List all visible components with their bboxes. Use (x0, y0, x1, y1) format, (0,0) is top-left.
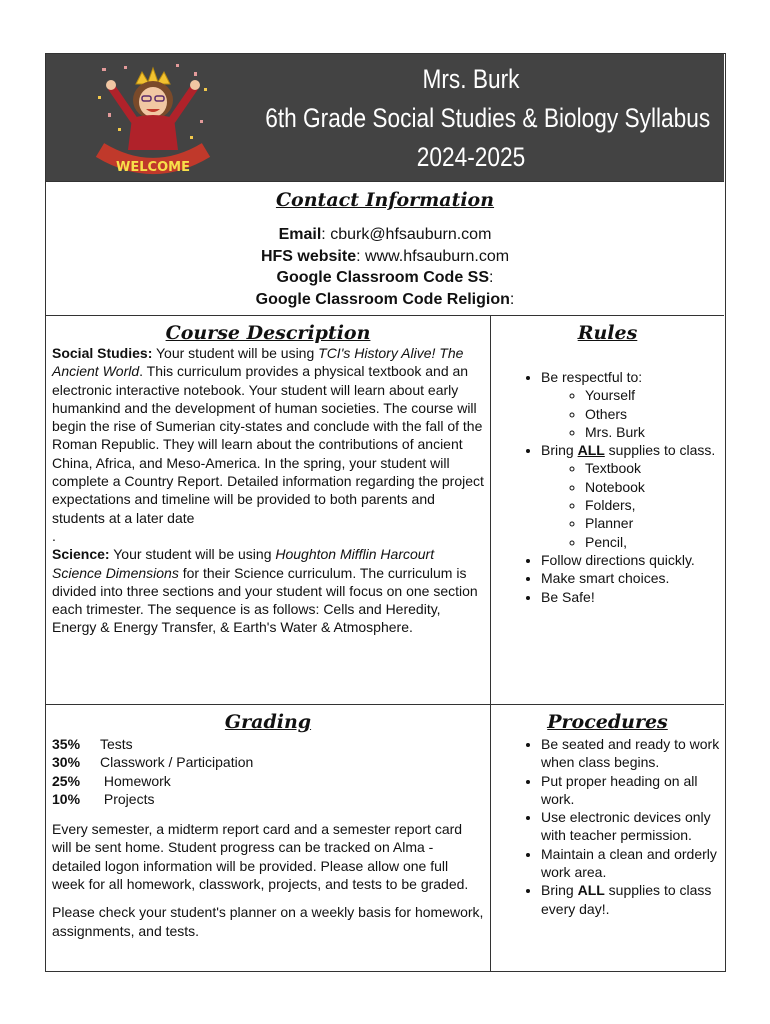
email-line (46, 224, 724, 246)
gc-ss-label: Google Classroom Code SS (276, 269, 490, 286)
grade-pct: 10% (52, 790, 81, 807)
bitmoji-welcome-image (94, 58, 212, 178)
rule-sub-item: ◦ Others (585, 405, 724, 423)
header-titles (226, 60, 716, 177)
rule-respect-text: Be respectful to: (541, 369, 643, 385)
gc-religion-line (46, 289, 724, 311)
rule-supplies-all: ALL (577, 442, 605, 459)
ss-label: Social Studies: (52, 345, 153, 361)
rules-cell (491, 316, 724, 704)
grade-row (46, 735, 490, 753)
sci-text-2: for their Science curriculum. The curriculum is divided into three sections and your student will focus on one section each trimester. The sequence is as follows: Cells and Heredity, Energy & Energy Transfer, & Earth's Water & Atmosphere. (52, 564, 478, 636)
rule-respect (541, 368, 724, 441)
rule-directions: • Follow directions quickly. (541, 551, 724, 569)
ss-text-1: Your student will be using (152, 345, 319, 361)
grading-paragraph-2: Please check your student's planner on a weekly basis for homework, assignments, and tests. (52, 904, 484, 939)
rule-supplies-pre: Bring (541, 442, 578, 459)
procedure-item: • Be seated and ready to work when class begins. (541, 735, 724, 772)
website-line (46, 246, 724, 268)
rule-sub-item: ◦ Folders, (585, 496, 724, 514)
gc-religion-value: : (509, 290, 515, 308)
rules-list (491, 368, 724, 606)
social-studies-paragraph (46, 344, 490, 527)
rule-choices: • Make smart choices. (541, 569, 724, 587)
science-paragraph (46, 545, 490, 636)
ss-text-2: . This curriculum provides a physical textbook and an electronic interactive notebook. Your student will learn about early humankind and the development of human societies. The course will begin the rise of Sumerian city-states and conclude with the fall of the Roman Republic. They will learn about the contributions of ancient China, Africa, and Meso-America. In the spring, your student will complete a Country Report. Detailed information regarding the project expectations and timeline will be provided to both parents and students at a later date (52, 363, 484, 526)
rule-supplies (541, 441, 724, 551)
procedures-cell (491, 705, 724, 971)
grade-label: Tests (100, 736, 133, 752)
grade-pct: 25% (52, 772, 81, 789)
procedure-post: supplies to class every day!. (541, 882, 712, 917)
grade-pct: 35% (52, 736, 81, 752)
course-description-cell (46, 316, 491, 704)
procedure-item: • Use electronic devices only with teacher permission. (541, 808, 724, 845)
gc-religion-label: Google Classroom Code Religion (255, 290, 510, 308)
procedure-all: ALL (577, 882, 605, 899)
grading-heading: Grading (224, 711, 312, 733)
rule-sub-item: ◦ Notebook (585, 478, 724, 496)
dot-line: . (52, 527, 56, 544)
rule-sub-item: ◦ Yourself (585, 386, 724, 404)
sci-text-1: Your student will be using (109, 546, 276, 563)
procedure-pre: Bring (541, 882, 578, 899)
procedure-item: • Maintain a clean and orderly work area. (541, 845, 724, 882)
procedure-item (541, 881, 724, 918)
gc-ss-value: : (489, 269, 494, 286)
ss-book: TCI's History Alive! The Ancient World (52, 345, 464, 380)
grading-breakdown (46, 735, 490, 808)
rule-safe: • Be Safe! (541, 588, 724, 606)
svg-text:WELCOME: WELCOME (116, 160, 190, 175)
rule-sub-item: ◦ Mrs. Burk (585, 423, 724, 441)
grading-cell (46, 705, 491, 971)
grade-pct: 30% (52, 754, 81, 771)
sci-book: Houghton Mifflin Harcourt Science Dimensions (52, 546, 435, 581)
procedures-list (491, 735, 724, 918)
grading-procedures-row (46, 705, 724, 971)
grade-label: Homework (100, 772, 171, 789)
rule-sub-item: ◦ Planner (585, 514, 724, 532)
rules-heading: Rules (577, 322, 638, 344)
website-label: HFS website (260, 247, 357, 265)
course-rules-row (46, 316, 724, 705)
teacher-name: Mrs. Burk (422, 64, 520, 94)
grade-row (46, 753, 490, 771)
contact-heading: Contact Information (275, 189, 495, 211)
email-value: : cburk@hfsauburn.com (321, 226, 492, 243)
course-title: 6th Grade Social Studies & Biology Syllabus (265, 103, 711, 133)
rule-supplies-post: supplies to class. (604, 442, 716, 459)
procedure-item: • Put proper heading on all work. (541, 772, 724, 809)
gc-ss-line (46, 267, 724, 289)
website-value: : www.hfsauburn.com (356, 247, 510, 265)
rule-sub-item: ◦ Pencil, (585, 533, 724, 551)
grade-row (46, 772, 490, 790)
syllabus-sheet (45, 53, 726, 972)
procedures-heading: Procedures (547, 711, 668, 733)
header-banner (46, 54, 724, 182)
school-year: 2024-2025 (416, 142, 526, 172)
contact-section (46, 182, 724, 316)
grading-paragraph-1: Every semester, a midterm report card and a semester report card will be sent home. Student progress can be tracked on Alma - detailed logon information will be provided. Please allow one full week for all homework, classwork, projects, and tests to be graded. (52, 821, 469, 893)
sci-label: Science: (52, 546, 110, 563)
email-label: Email (278, 226, 322, 243)
course-description-heading: Course Description (165, 322, 371, 344)
rule-sub-item: ◦ Textbook (585, 459, 724, 477)
grade-row (46, 790, 490, 808)
grade-label: Projects (100, 790, 155, 807)
grade-label: Classwork / Participation (100, 754, 254, 771)
